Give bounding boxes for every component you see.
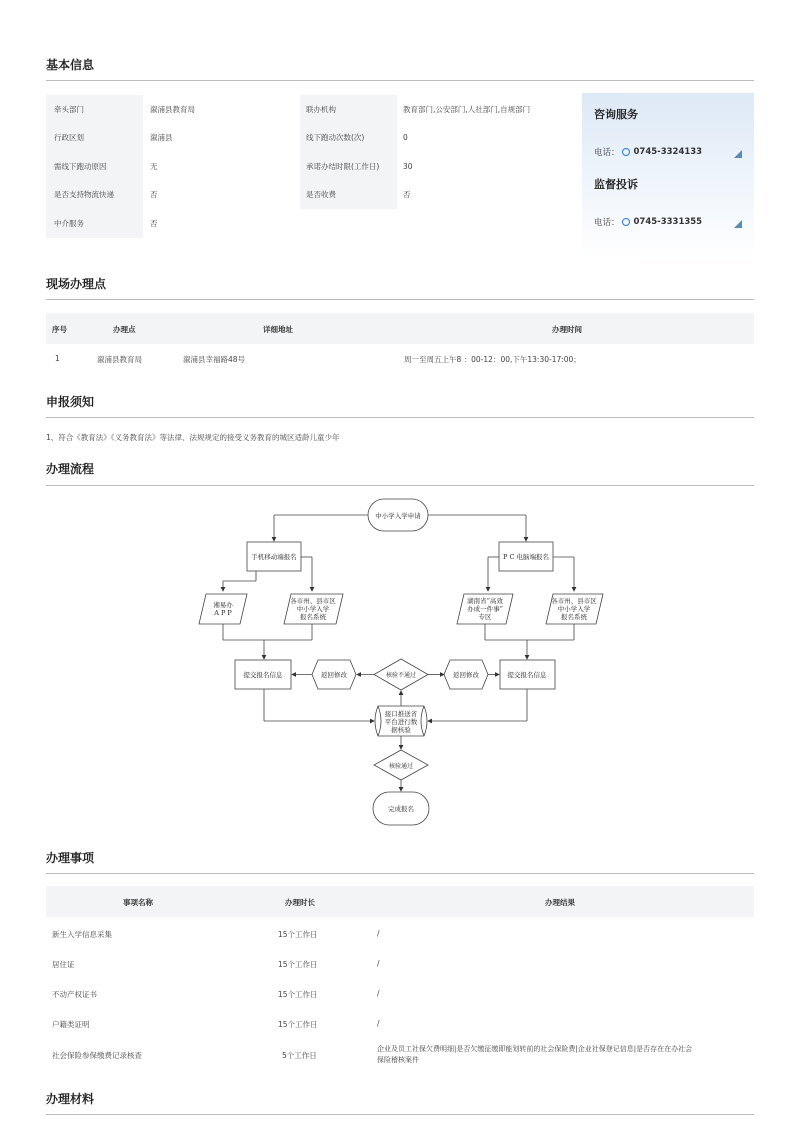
header-cell: 事项名称 <box>123 898 153 907</box>
matter-duration: 15个工作日 <box>278 1020 318 1029</box>
info-label: 是否收费 <box>300 181 397 210</box>
site-row-no: 1 <box>55 354 60 363</box>
flow-county-left-label: 报名系统 <box>300 613 326 621</box>
flow-submit-left-label: 提交报名信息 <box>243 671 283 679</box>
flow-check-pass-label: 核验通过 <box>388 763 414 770</box>
flow-check-fail-label: 核验不通过 <box>385 672 417 679</box>
matter-result: / <box>377 929 380 938</box>
section-title-notice: 申报须知 <box>46 395 95 409</box>
section-title-basic: 基本信息 <box>46 58 95 72</box>
flow-county-left-label: 中小学入学 <box>296 605 330 613</box>
info-label: 中介服务 <box>46 209 143 238</box>
section-title-flow: 办理流程 <box>46 462 95 476</box>
matter-result: / <box>377 1019 380 1028</box>
flow-county-right-label: 各市州、县市区 <box>551 597 597 605</box>
section-title-materials: 办理材料 <box>46 1092 95 1106</box>
info-value: 无 <box>150 161 158 171</box>
matter-duration: 15个工作日 <box>278 930 318 939</box>
info-value: 0 <box>403 133 408 143</box>
flow-return-right-label: 返回修改 <box>453 671 479 679</box>
info-value: 教育部门,公安部门,人社部门,自规部门 <box>403 104 531 114</box>
info-value: 溆浦县教育局 <box>150 104 195 114</box>
consult-phone-number[interactable]: 0745-3324133 <box>633 147 703 157</box>
header-cell: 办理时间 <box>552 325 582 334</box>
flow-start-label: 中小学入学申请 <box>375 512 421 520</box>
matter-result: / <box>377 989 380 998</box>
info-value: 溆浦县 <box>150 133 173 143</box>
consult-title: 咨询服务 <box>594 108 638 121</box>
supervise-title: 监督投诉 <box>594 178 638 191</box>
flow-platform-label: 据核验 <box>391 726 411 734</box>
flow-platform-label: 接口推送省 <box>384 710 418 718</box>
flow-platform-label: 平台进行数 <box>384 718 418 726</box>
matter-duration: 5个工作日 <box>282 1051 317 1060</box>
header-cell: 序号 <box>52 325 67 334</box>
flow-mobile-label: 手机移动端报名 <box>251 553 297 561</box>
phone-prefix: 电话： <box>594 218 620 228</box>
matter-name: 居住证 <box>52 960 75 969</box>
info-label: 承诺办结时限(工作日) <box>300 152 397 181</box>
info-value: 否 <box>150 190 158 200</box>
section-title-matters: 办理事项 <box>46 851 95 865</box>
flow-hunan-label: 办成一件事” <box>467 605 503 613</box>
flow-submit-right-label: 提交报名信息 <box>507 671 547 679</box>
divider <box>46 873 754 874</box>
flow-hunan-label: 湖南省“高效 <box>467 597 503 605</box>
info-value: 否 <box>150 218 158 228</box>
info-label: 牵头部门 <box>46 95 143 124</box>
header-cell: 办理结果 <box>545 898 575 907</box>
flow-app-label: 湘易办 <box>213 601 233 609</box>
matter-name: 新生入学信息采集 <box>52 930 112 939</box>
flow-county-left-label: 各市州、县市区 <box>290 597 336 605</box>
header-cell: 办理点 <box>113 325 136 334</box>
matter-result: / <box>377 959 380 968</box>
info-label: 行政区划 <box>46 124 143 153</box>
flow-hunan-label: 专区 <box>478 613 492 621</box>
matter-duration: 15个工作日 <box>278 960 318 969</box>
flow-done-label: 完成报名 <box>388 805 414 813</box>
header-cell: 办理时长 <box>285 898 315 907</box>
flow-county-right-label: 报名系统 <box>561 613 587 621</box>
header-cell: 详细地址 <box>263 325 293 334</box>
matter-result: 企业及员工社保欠费明细|是否欠缴征缴即能划转前的社会保险费|企业社保登记信息|是否存在在办社会 <box>377 1045 693 1053</box>
site-row-point: 溆浦县教育局 <box>97 355 142 364</box>
flow-county-right-label: 中小学入学 <box>557 605 591 613</box>
matter-name: 户籍类证明 <box>52 1020 90 1029</box>
info-value: 30 <box>403 161 413 171</box>
section-title-site: 现场办理点 <box>46 277 107 291</box>
info-label: 需线下跑动原因 <box>46 152 143 181</box>
matter-name: 不动产权证书 <box>52 990 97 999</box>
info-value: 否 <box>403 190 411 200</box>
matter-name: 社会保险参保缴费记录核查 <box>52 1051 142 1060</box>
flow-pc-label: P C 电脑端报名 <box>503 553 549 561</box>
info-label: 是否支持物流快递 <box>46 181 143 210</box>
flow-app-label: A P P <box>214 609 232 617</box>
phone-prefix: 电话： <box>594 148 620 158</box>
site-row-address: 溆浦县幸福路48号 <box>183 355 246 364</box>
site-row-time: 周一至周五上午8 ：00-12：00,下午13:30-17:00； <box>404 355 581 364</box>
info-label: 线下跑动次数(次) <box>300 124 397 153</box>
divider <box>46 1114 754 1115</box>
supervise-phone-number[interactable]: 0745-3331355 <box>633 217 703 227</box>
flow-return-left-label: 返回修改 <box>321 671 347 679</box>
info-label: 联办机构 <box>300 95 397 124</box>
notice-text: 1、符合《教育法》《义务教育法》等法律、法规规定的接受义务教育的城区适龄儿童少年 <box>46 433 340 442</box>
matter-duration: 15个工作日 <box>278 990 318 999</box>
matter-result: 保险稽核案件 <box>377 1056 419 1064</box>
